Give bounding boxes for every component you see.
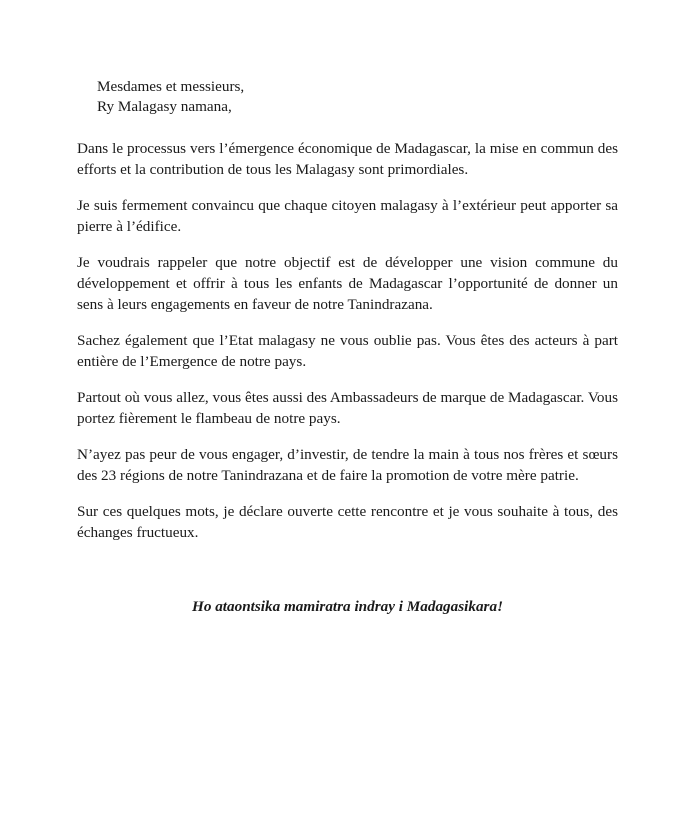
- closing-motto: Ho ataontsika mamiratra indray i Madagasikara!: [192, 598, 503, 615]
- speech-body: [77, 138, 618, 558]
- paragraph-engagement: N’ayez pas peur de vous engager, d’investir, de tendre la main à tous nos frères et sœurs des 23 régions de notre Tanindrazana et de faire la promotion de votre mère patrie.: [77, 446, 618, 484]
- paragraph-emergence: Dans le processus vers l’émergence économique de Madagascar, la mise en commun des efforts et la contribution de tous les Malagasy sont primordiales.: [77, 140, 618, 178]
- salutation-line-1: Mesdames et messieurs,: [97, 78, 245, 95]
- paragraph-state-support: Sachez également que l’Etat malagasy ne vous oublie pas. Vous êtes des acteurs à part entière de l’Emergence de notre pays.: [77, 332, 618, 370]
- paragraph-common-vision: Je voudrais rappeler que notre objectif est de développer une vision commune du développement et offrir à tous les enfants de Madagascar l’opportunité de donner un sens à leurs engagements en faveur de notre Tanindrazana.: [77, 254, 618, 313]
- salutation: [97, 77, 244, 117]
- paragraph-ambassadors: Partout où vous allez, vous êtes aussi des Ambassadeurs de marque de Madagascar. Vous portez fièrement le flambeau de notre pays.: [77, 389, 618, 427]
- salutation-line-2: Ry Malagasy namana,: [97, 98, 232, 115]
- paragraph-opening: Sur ces quelques mots, je déclare ouverte cette rencontre et je vous souhaite à tous, des échanges fructueux.: [77, 503, 618, 541]
- paragraph-citizens-abroad: Je suis fermement convaincu que chaque citoyen malagasy à l’extérieur peut apporter sa pierre à l’édifice.: [77, 197, 618, 235]
